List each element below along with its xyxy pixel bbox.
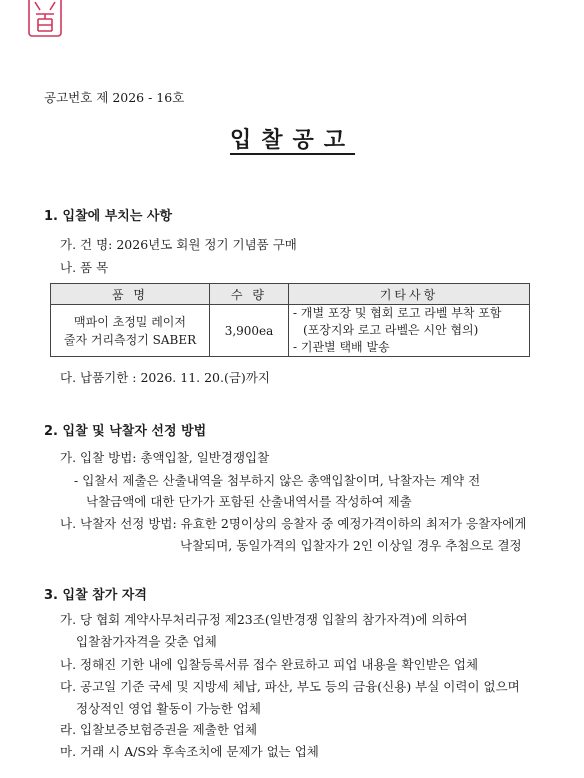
- page-title: 입찰공고: [230, 127, 356, 153]
- product-name-cell: [51, 305, 210, 357]
- eligibility-ga-1: 가. 당 협회 계약사무처리규정 제23조(일반경쟁 입찰의 참가자격)에 의하여: [60, 612, 468, 627]
- seal-stamp-icon: [26, 0, 64, 40]
- bid-method-detail-1: - 입찰서 제출은 산출내역을 첨부하지 않은 총액입찰이며, 낙찰자는 계약 전: [74, 473, 481, 488]
- table-header-name: 품 명: [51, 284, 210, 305]
- table-row: [51, 305, 530, 357]
- eligibility-da-1: 다. 공고일 기준 국세 및 지방세 체납, 파산, 부도 등의 금융(신용) 부실 이력이 없으며: [60, 679, 520, 694]
- section-1-heading: 1. 입찰에 부치는 사항: [44, 209, 173, 224]
- eligibility-na: 나. 정해진 기한 내에 입찰등록서류 접수 완료하고 피업 내용을 확인받은 업체: [60, 657, 479, 672]
- table-header-notes: 기타사항: [289, 284, 530, 305]
- notice-number: 공고번호 제 2026 - 16호: [44, 90, 185, 105]
- delivery-deadline: 다. 납품기한 : 2026. 11. 20.(금)까지: [60, 370, 270, 385]
- item-category-label: 나. 품 목: [60, 260, 109, 275]
- note-line-3: - 기관별 택배 발송: [293, 340, 390, 354]
- item-name: 가. 건 명: 2026년도 회원 정기 기념품 구매: [60, 237, 297, 252]
- table-header-quantity: 수 량: [210, 284, 289, 305]
- section-3-heading: 3. 입찰 참가 자격: [44, 588, 147, 603]
- bid-method: 가. 입찰 방법: 총액입찰, 일반경쟁입찰: [60, 450, 270, 465]
- product-name-line-1: 맥파이 초정밀 레이저: [74, 314, 186, 329]
- eligibility-da-2: 정상적인 영업 활동이 가능한 업체: [76, 701, 261, 716]
- eligibility-ra: 라. 입찰보증보험증권을 제출한 업체: [60, 722, 258, 737]
- winner-selection-2: 낙찰되며, 동일가격의 입찰자가 2인 이상일 경우 추첨으로 결정: [180, 538, 522, 553]
- table-header-row: [51, 284, 530, 305]
- note-line-2: (포장지와 로고 라벨은 시안 협의): [303, 323, 479, 337]
- eligibility-ga-2: 입찰참가자격을 갖춘 업체: [76, 634, 217, 649]
- eligibility-ma: 마. 거래 시 A/S와 후속조치에 문제가 없는 업체: [60, 744, 319, 759]
- section-2-heading: 2. 입찰 및 낙찰자 선정 방법: [44, 424, 207, 439]
- bid-method-detail-2: 낙찰금액에 대한 단가가 포함된 산출내역서를 작성하여 제출: [86, 494, 412, 509]
- quantity-cell: 3,900ea: [210, 305, 289, 357]
- winner-selection-1: 나. 낙찰자 선정 방법: 유효한 2명이상의 응찰자 중 예정가격이하의 최저가 응찰자에게: [60, 516, 527, 531]
- product-name-line-2: 줄자 거리측정기 SABER: [63, 332, 197, 347]
- items-table: [50, 283, 530, 357]
- notes-cell: [289, 305, 530, 357]
- note-line-1: - 개별 포장 및 협회 로고 라벨 부착 포함: [293, 306, 502, 320]
